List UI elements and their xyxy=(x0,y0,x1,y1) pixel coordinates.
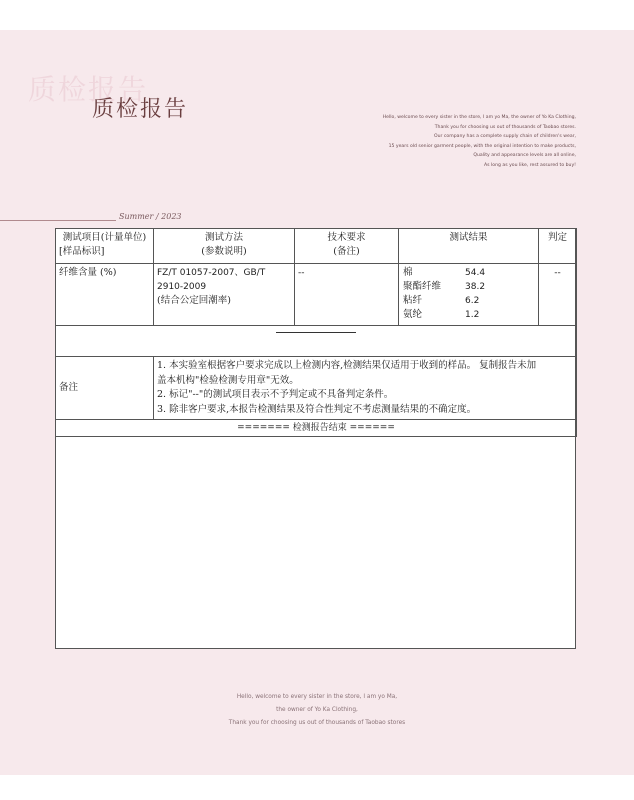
notes-content xyxy=(154,357,577,420)
note-line: 盖本机构"检验检测专用章"无效。 xyxy=(157,374,299,386)
header-method: 测试方法 (参数说明) xyxy=(154,229,295,264)
separator-line xyxy=(276,332,356,333)
cell-judgement: -- xyxy=(539,264,577,326)
header-item: 测试项目(计量单位) [样品标识] xyxy=(56,229,154,264)
header-judgement: 判定 xyxy=(539,229,577,264)
cell-item: 纤维含量 (%) xyxy=(56,264,154,326)
notes-row xyxy=(56,357,577,420)
end-row xyxy=(56,420,577,437)
footer-line: Thank you for choosing us out of thousands of Taobao stores xyxy=(228,720,406,726)
report-sheet xyxy=(55,228,576,649)
intro-line: Quality and appearance levels are all online, xyxy=(473,153,576,159)
note-line: 3. 除非客户要求,本报告检测结果及符合性判定不考虑测量结果的不确定度。 xyxy=(157,403,477,415)
note-line: 2. 标记"--"的测试项目表示不予判定或不具备判定条件。 xyxy=(157,389,394,400)
page-title: 质检报告 xyxy=(92,97,189,122)
report-table xyxy=(55,228,577,437)
season-label: Summer / 2023 xyxy=(116,212,185,221)
header-requirement: 技术要求 (备注) xyxy=(295,229,399,264)
cell-method: FZ/T 01057-2007、GB/T 2910-2009 (结合公定回潮率) xyxy=(154,264,295,326)
watermark-title: 质检报告 xyxy=(28,73,149,106)
separator-row xyxy=(56,326,577,357)
footer-text xyxy=(0,691,634,730)
notes-label: 备注 xyxy=(56,357,154,420)
report-end-text: ======= 检测报告结束 ====== xyxy=(56,420,577,437)
result-item: 氨纶 1.2 xyxy=(403,309,480,320)
table-row xyxy=(56,264,577,326)
cell-results xyxy=(399,264,539,326)
intro-text xyxy=(316,113,576,171)
result-item: 棉 54.4 xyxy=(403,267,486,278)
result-item: 聚酯纤维 38.2 xyxy=(403,281,486,292)
intro-line: Thank you for choosing us out of thousands of Taobao stores. xyxy=(434,124,576,130)
table-header-row xyxy=(56,229,577,264)
header-result: 测试结果 xyxy=(399,229,539,264)
footer-line: Hello, welcome to every sister in the store, I am yo Ma, xyxy=(236,694,398,700)
intro-line: As long as you like, rest assured to buy! xyxy=(484,162,576,168)
result-item: 粘纤 6.2 xyxy=(403,295,480,306)
footer-line: the owner of Yo Ka Clothing, xyxy=(276,707,358,713)
intro-line: Hello, welcome to every sister in the store, I am yo Ma, the owner of Yo Ka Clothing, xyxy=(382,115,576,120)
note-line: 1. 本实验室根据客户要求完成以上检测内容,检测结果仅适用于收到的样品。 复制报告未加 xyxy=(157,360,537,371)
intro-line: 15 years old senior garment people, with the original intention to make products, xyxy=(388,143,576,149)
cell-requirement: -- xyxy=(295,264,399,326)
intro-line: Our company has a complete supply chain of children's wear, xyxy=(434,134,576,140)
